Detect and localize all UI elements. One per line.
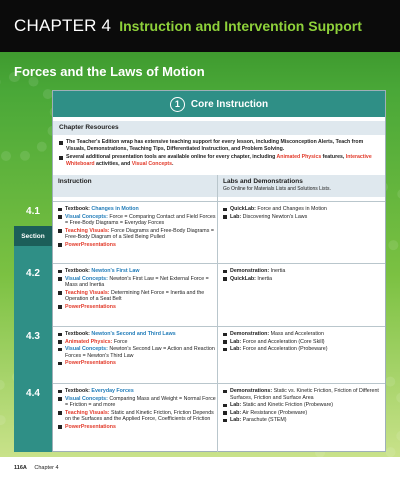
lab-item-label: QuickLab: xyxy=(230,275,256,282)
core-number-badge: 1 xyxy=(170,97,185,112)
instruction-item-text: Newton's First Law xyxy=(91,268,140,274)
section-number: 4.3 xyxy=(26,331,40,342)
topic-title: Forces and the Laws of Motion xyxy=(14,64,205,79)
section-number: 4.1 xyxy=(26,206,40,217)
instruction-item-text: Force = Comparing Contact and Field Forces = Free-Body Diagrams = Everyday Forces xyxy=(65,213,216,227)
instruction-item-label: Teaching Visuals: xyxy=(65,289,110,296)
instruction-item-text: Comparing Mass and Weight = Normal Force = Friction = and more xyxy=(65,395,216,409)
instruction-item xyxy=(58,268,216,275)
instruction-cell xyxy=(58,388,216,432)
lab-item xyxy=(223,206,381,213)
lab-item xyxy=(223,268,381,275)
chapter-label: CHAPTER 4 xyxy=(14,16,112,35)
lab-item-text: Force and Changes in Motion xyxy=(257,206,327,212)
lab-item-label: QuickLab: xyxy=(230,206,256,212)
instruction-item xyxy=(58,388,216,395)
lab-item xyxy=(223,388,381,401)
chapter-resources-list xyxy=(59,139,381,169)
instruction-item-label: PowerPresentations xyxy=(65,423,116,430)
core-instruction-pill xyxy=(170,97,268,112)
instruction-column-header: Instruction xyxy=(53,175,217,197)
instruction-item xyxy=(58,290,216,303)
lab-item xyxy=(223,331,381,338)
instruction-item xyxy=(58,424,216,431)
page-number: 116A xyxy=(14,465,27,471)
instruction-item-text: Changes in Motion xyxy=(91,206,139,212)
instruction-item-text: Force Diagrams and Free-Body Diagrams = Free-Body Diagram of a Sled Being Pulled xyxy=(65,227,214,241)
instruction-item xyxy=(58,346,216,359)
instruction-item-label: Animated Physics: xyxy=(65,338,113,345)
core-instruction-card xyxy=(52,90,386,452)
instruction-item-label: Textbook: xyxy=(65,268,90,274)
lab-item-text: Mass and Acceleration xyxy=(270,331,324,337)
core-instruction-header xyxy=(53,91,385,117)
lab-item-text: Discovering Newton's Laws xyxy=(242,213,308,220)
lab-item xyxy=(223,276,381,283)
section-row xyxy=(53,201,385,263)
lab-item-label: Demonstration: xyxy=(230,268,270,274)
section-row xyxy=(53,383,385,452)
chapter-title: Instruction and Intervention Support xyxy=(119,18,362,34)
instruction-item-label: Textbook: xyxy=(65,206,90,212)
instruction-item-text: Determining Net Force = Inertia and the Operation of a Seat Belt xyxy=(65,289,205,303)
footer-text xyxy=(14,465,59,471)
instruction-item-label: Visual Concepts: xyxy=(65,213,108,220)
section-number: 4.4 xyxy=(26,388,40,399)
instruction-item xyxy=(58,214,216,227)
instruction-item-text: Newton's First Law = Net External Force = Mass and Inertia xyxy=(65,275,209,289)
instruction-item xyxy=(58,339,216,346)
lab-item xyxy=(223,339,381,346)
lab-item-label: Lab: xyxy=(230,402,242,409)
lab-item xyxy=(223,402,381,409)
instruction-item xyxy=(58,304,216,311)
instruction-item-text: Force xyxy=(113,338,128,345)
lab-item-label: Lab: xyxy=(230,346,242,353)
lab-item-label: Lab: xyxy=(230,409,242,416)
lab-item-label: Lab: xyxy=(230,338,242,345)
labs-cell xyxy=(223,388,381,425)
section-column-header: Section xyxy=(14,226,52,246)
lab-item-text: Static and Kinetic Friction (Probeware) xyxy=(242,402,334,409)
instruction-item-label: Textbook: xyxy=(65,388,90,394)
instruction-cell xyxy=(58,331,216,368)
core-instruction-label: Core Instruction xyxy=(190,98,269,110)
lab-item-text: Inertia xyxy=(257,275,273,282)
section-row xyxy=(53,263,385,326)
lab-item-text: Parachute (STEM) xyxy=(242,417,287,424)
lab-item-text: Force and Acceleration (Probeware) xyxy=(242,346,328,353)
lab-item-label: Lab: xyxy=(230,417,242,424)
instruction-item-label: Visual Concepts: xyxy=(65,275,108,282)
page-footer xyxy=(0,457,400,482)
chapter-header xyxy=(0,0,400,52)
instruction-cell xyxy=(58,268,216,312)
lab-item-label: Demonstrations: xyxy=(230,388,273,394)
lab-item xyxy=(223,410,381,417)
instruction-item-label: PowerPresentations xyxy=(65,360,116,367)
instruction-item-text: Static and Kinetic Friction, Friction Depends on the Surfaces and the Applied Force, Coefficients of Friction xyxy=(65,409,214,423)
instruction-item xyxy=(58,396,216,409)
resource-bullet: The Teacher's Edition wrap has extensive teaching support for every lesson, including Misconception Alerts, Teach from Visuals, Demonstrations, Teaching Tips, Differentiated Instruction, and Problem Solving. xyxy=(59,139,381,153)
instruction-item-label: Teaching Visuals: xyxy=(65,227,110,234)
instruction-item-label: PowerPresentations xyxy=(65,241,116,248)
section-row xyxy=(53,326,385,383)
gear-decoration-icon xyxy=(0,72,60,162)
labs-column-header: Labs and Demonstrations Go Online for Materials Lists and Solutions Lists. xyxy=(218,175,385,197)
instruction-item-label: Teaching Visuals: xyxy=(65,409,110,416)
lab-item-label: Lab: xyxy=(230,213,242,220)
green-background xyxy=(0,52,400,457)
instruction-item xyxy=(58,276,216,289)
footer-chapter: Chapter 4 xyxy=(34,465,59,471)
instruction-item-text: Newton's Second Law = Action and Reaction Forces = Newton's Third Law xyxy=(65,346,215,359)
instruction-item xyxy=(58,331,216,338)
section-number: 4.2 xyxy=(26,268,40,279)
lab-item xyxy=(223,214,381,221)
instruction-item-text: Newton's Second and Third Laws xyxy=(91,331,176,337)
instruction-cell xyxy=(58,206,216,250)
lab-item xyxy=(223,417,381,424)
lab-item-text: Air Resistance (Probeware) xyxy=(242,409,308,416)
instruction-item-text: Everyday Forces xyxy=(91,388,134,394)
labs-cell xyxy=(223,268,381,283)
lab-item-text: Inertia xyxy=(270,268,286,274)
instruction-item-label: PowerPresentations xyxy=(65,303,116,310)
chapter-resources-heading: Chapter Resources xyxy=(53,121,385,135)
instruction-item xyxy=(58,228,216,241)
instruction-item xyxy=(58,206,216,213)
lab-item-text: Static vs. Kinetic Friction, Friction of Different Surfaces, Friction and Surface Area xyxy=(230,388,379,401)
instruction-item-label: Visual Concepts: xyxy=(65,395,108,402)
labs-cell xyxy=(223,331,381,354)
lab-item-label: Demonstration: xyxy=(230,331,270,337)
instruction-item xyxy=(58,360,216,367)
instruction-item-label: Visual Concepts: xyxy=(65,346,108,353)
instruction-item xyxy=(58,242,216,249)
lab-item xyxy=(223,346,381,353)
labs-cell xyxy=(223,206,381,221)
instruction-item xyxy=(58,410,216,423)
instruction-item-label: Textbook: xyxy=(65,331,90,337)
lab-item-text: Force and Acceleration (Core Skill) xyxy=(242,338,325,345)
resource-bullet: Several additional presentation tools are available online for every chapter, including Animated Physics features, Interactive Whiteboard activities, and Visual Concepts. xyxy=(59,154,381,168)
